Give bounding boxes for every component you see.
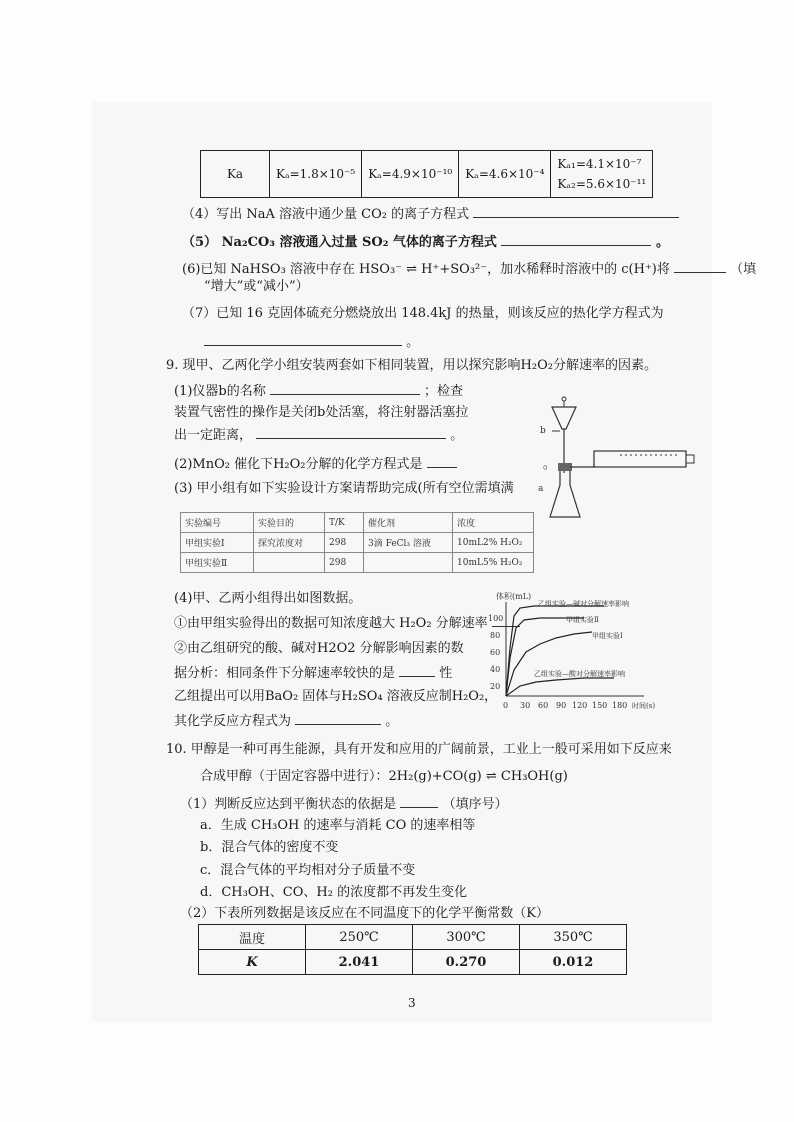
x-tick-label: 60 xyxy=(538,701,549,710)
option-b: b．混合气体的密度不变 xyxy=(200,840,339,855)
q8-part6-line2: “增大”或“减小”） xyxy=(204,279,309,294)
q9-p4-2b-text: 据分析：相同条件下分解速率较快的是 xyxy=(174,666,396,681)
q9-part4: (4)甲、乙两小组得出如图数据。 xyxy=(174,591,362,606)
q9-p1-text: (1)仪器b的名称 xyxy=(174,384,266,399)
q9-part4-2d xyxy=(174,712,398,731)
x-tick-label: 0 xyxy=(503,701,509,710)
q9-part3: (3) 甲小组有如下实验设计方案请帮助完成(所有空位需填满 xyxy=(174,481,514,496)
table-cell: 3滴 FeCl₃ 溶液 xyxy=(364,533,453,553)
experiment-table xyxy=(180,512,534,573)
table-cell: 甲组实验Ⅰ xyxy=(181,533,254,553)
q9-part4-1 xyxy=(174,614,520,633)
q9-part4-2a: ②由乙组研究的酸、碱对H2O2 分解影响因素的数 xyxy=(174,641,464,656)
table-row xyxy=(181,553,534,573)
q9-part4-2c: 乙组提出可以用BaO₂ 固体与H₂SO₄ 溶液反应制H₂O₂， xyxy=(174,689,498,704)
table-cell: 298 xyxy=(325,533,364,553)
q10-p1-end: （填序号） xyxy=(442,797,508,812)
q8-part6-tail: （填 xyxy=(730,262,757,277)
table-header-cell: 350℃ xyxy=(520,925,627,950)
apparatus-diagram xyxy=(530,385,700,525)
label-b: b xyxy=(540,426,546,436)
conical-flask xyxy=(550,471,580,517)
table-cell: K xyxy=(199,950,306,975)
answer-blank xyxy=(427,455,457,468)
q10-title: 10. 甲醇是一种可再生能源，具有开发和应用的广阔前景，工业上一般可采用如下反应来 xyxy=(166,742,672,757)
curve-label: 乙组实验—碱对分解速率影响 xyxy=(538,600,629,608)
answer-blank xyxy=(204,333,402,346)
ka-cell: Kₐ=4.9×10⁻¹⁰ xyxy=(362,151,459,198)
table-cell xyxy=(364,553,453,573)
table-cell: 2.041 xyxy=(306,950,413,975)
ka1-value: Kₐ₁=4.1×10⁻⁷ xyxy=(557,157,642,171)
q8-part6 xyxy=(182,260,756,279)
table-header-cell: 实验编号 xyxy=(181,513,254,533)
q9-p4-1-text: ①由甲组实验得出的数据可知浓度越大 H₂O₂ 分解速率 xyxy=(174,616,488,631)
x-tick-label: 90 xyxy=(556,701,567,710)
q9-part2 xyxy=(174,455,556,474)
answer-blank xyxy=(400,795,438,808)
y-tick-label: 100 xyxy=(488,614,504,623)
option-a: a．生成 CH₃OH 的速率与消耗 CO 的速率相等 xyxy=(200,818,476,833)
x-tick-label: 30 xyxy=(520,701,531,710)
q9-p4-2d-text: 其化学反应方程式为 xyxy=(174,714,292,729)
graph-ylabel: 体积(mL) xyxy=(496,592,532,601)
ka-table xyxy=(200,150,653,198)
curve-label: 甲组实验Ⅱ xyxy=(566,616,599,624)
table-row xyxy=(199,925,627,950)
y-tick-label: 20 xyxy=(490,682,501,691)
option-d: d．CH₃OH、CO、H₂ 的浓度都不再发生变化 xyxy=(200,885,468,900)
q8-part5-text: （5） Na₂CO₃ 溶液通入过量 SO₂ 气体的离子方程式 xyxy=(182,235,497,250)
table-cell: 298 xyxy=(325,553,364,573)
table-header-cell: 温度 xyxy=(199,925,306,950)
y-tick-label: 40 xyxy=(490,665,501,674)
q8-part7-answer xyxy=(204,333,419,352)
q9-p4-2b-end: 性 xyxy=(439,666,453,681)
q8-part5-end: 。 xyxy=(655,235,669,250)
curve-acid xyxy=(506,678,614,696)
table-cell xyxy=(254,553,325,573)
table-cell: 10mL2% H₂O₂ xyxy=(453,533,534,553)
table-header-cell: T/K xyxy=(325,513,364,533)
table-cell: 0.012 xyxy=(520,950,627,975)
volume-time-graph xyxy=(484,588,694,718)
q8-part7: （7）已知 16 克固体硫充分燃烧放出 148.4kJ 的热量，则该反应的热化学方程式为 xyxy=(182,306,664,321)
table-row xyxy=(181,533,534,553)
funnel-stopper xyxy=(562,397,566,401)
flask-stopper xyxy=(558,463,572,471)
x-axis-label: 时间(s) xyxy=(632,702,656,710)
q10-p1-text: （1）判断反应达到平衡状态的依据是 xyxy=(180,797,397,812)
q9-part1-line3 xyxy=(174,426,463,445)
q9-part1-line2: 装置气密性的操作是关闭b处活塞，将注射器活塞拉 xyxy=(174,405,469,420)
answer-blank xyxy=(674,260,726,273)
page-number: 3 xyxy=(408,996,416,1010)
q9-part1-line1 xyxy=(174,382,463,401)
answer-blank xyxy=(270,382,420,395)
ka-cell: Kₐ=1.8×10⁻⁵ xyxy=(270,151,362,198)
label-a: a xyxy=(538,484,544,494)
table-header-cell: 实验目的 xyxy=(254,513,325,533)
ka-cell-two-line xyxy=(551,151,653,198)
table-row xyxy=(181,513,534,533)
table-header-cell: 250℃ xyxy=(306,925,413,950)
option-c: c．混合气体的平均相对分子质量不变 xyxy=(200,863,416,878)
k-table xyxy=(198,924,627,975)
delivery-tube xyxy=(570,463,594,467)
syringe-barrel xyxy=(594,451,686,467)
table-cell: 探究浓度对 xyxy=(254,533,325,553)
answer-blank xyxy=(399,664,435,677)
curve-label: 乙组实验—酸对分解速率影响 xyxy=(534,670,625,678)
q9-p2-end: 。 xyxy=(542,457,556,472)
ka2-value: Kₐ₂=5.6×10⁻¹¹ xyxy=(557,177,647,191)
q9-p1-text-d: 出一定距离， xyxy=(174,428,253,443)
q9-p2-text: (2)MnO₂ 催化下H₂O₂分解的化学方程式是 xyxy=(174,457,423,472)
answer-blank xyxy=(501,233,651,246)
q8-part5 xyxy=(182,233,669,252)
y-tick-label: 80 xyxy=(490,631,501,640)
table-header-cell: 300℃ xyxy=(413,925,520,950)
q10-line2: 合成甲醇（于固定容器中进行）：2H₂(g)+CO(g) ⇌ CH₃OH(g) xyxy=(200,769,568,784)
q8-part4-text: （4）写出 NaA 溶液中通少量 CO₂ 的离子方程式 xyxy=(182,207,470,222)
table-row xyxy=(199,950,627,975)
q9-p4-2d-end: 。 xyxy=(385,714,399,729)
q9-part4-2b xyxy=(174,664,452,683)
q9-title: 9. 现甲、乙两化学小组安装两套如下相同装置，用以探究影响H₂O₂分解速率的因素。 xyxy=(166,358,657,373)
q9-p1-text-b: ；检查 xyxy=(424,384,464,399)
q8-part4 xyxy=(182,205,679,224)
table-cell: 甲组实验Ⅱ xyxy=(181,553,254,573)
q8-part6-text: (6)已知 NaHSO₃ 溶液中存在 HSO₃⁻ ⇌ H⁺+SO₃²⁻，加水稀释时溶液中的 c(H⁺)将 xyxy=(182,262,670,277)
x-tick-label: 120 xyxy=(572,701,588,710)
table-cell: 10mL5% H₂O₂ xyxy=(453,553,534,573)
answer-blank xyxy=(473,205,679,218)
q9-p1-end: 。 xyxy=(450,428,464,443)
q8-part7-end: 。 xyxy=(406,335,420,350)
funnel-body xyxy=(552,407,576,429)
x-tick-label: 180 xyxy=(612,701,628,710)
q10-part2: （2）下表所列数据是该反应在不同温度下的化学平衡常数（K） xyxy=(180,906,549,921)
curve-jia-2 xyxy=(506,618,584,696)
table-header-cell: 催化剂 xyxy=(364,513,453,533)
ka-cell: Kₐ=4.6×10⁻⁴ xyxy=(459,151,551,198)
ka-header-cell: Ka xyxy=(201,151,270,198)
y-tick-label: 60 xyxy=(490,648,501,657)
curve-label: 甲组实验Ⅰ xyxy=(592,632,623,640)
table-header-cell: 浓度 xyxy=(453,513,534,533)
table-cell: 0.270 xyxy=(413,950,520,975)
table-row xyxy=(201,151,653,198)
x-tick-label: 150 xyxy=(592,701,608,710)
answer-blank xyxy=(295,712,381,725)
answer-blank xyxy=(256,426,446,439)
q10-part1 xyxy=(180,795,508,814)
syringe-plunger xyxy=(686,455,694,463)
